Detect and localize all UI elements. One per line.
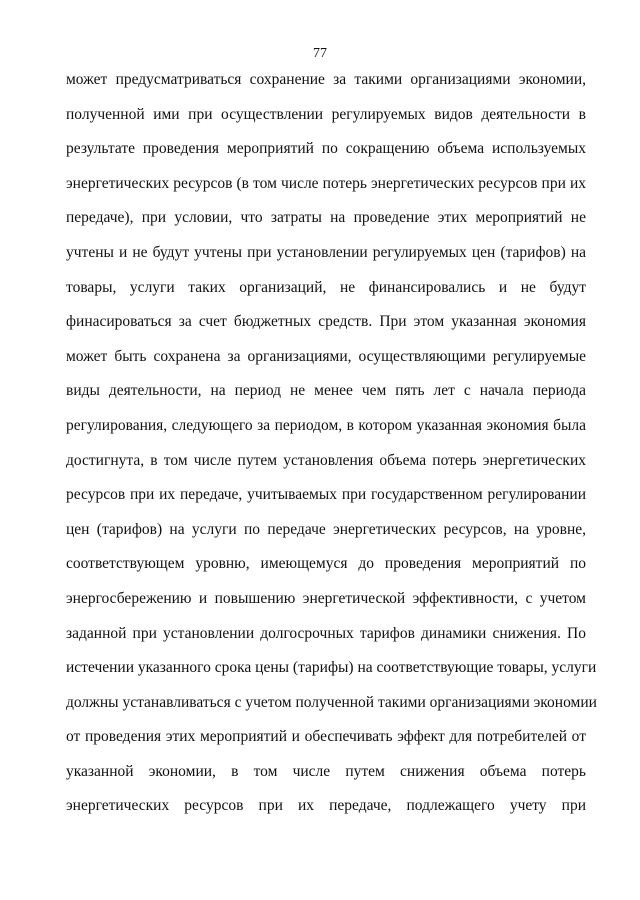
text-line: может предусматриваться сохранение за такими организациями экономии, xyxy=(66,71,586,88)
text-line: соответствующем уровню, имеющемуся до проведения мероприятий по xyxy=(66,555,586,573)
text-line: регулирования, следующего за периодом, в котором указанная экономия была xyxy=(66,416,586,434)
body-text xyxy=(66,70,597,831)
text-line: результате проведения мероприятий по сокращению объема используемых xyxy=(66,140,586,158)
text-line: товары, услуги таких организаций, не финансировались и не будут xyxy=(66,278,586,296)
text-line: истечении указанного срока цены (тарифы) на соответствующие товары, услуги xyxy=(66,659,597,677)
text-line: цен (тарифов) на услуги по передаче энергетических ресурсов, на уровне, xyxy=(66,520,586,538)
text-line: ресурсов при их передаче, учитываемых при государственном регулировании xyxy=(66,486,586,504)
text-line: финасироваться за счет бюджетных средств. При этом указанная экономия xyxy=(66,313,586,331)
text-line: передаче), при условии, что затраты на проведение этих мероприятий не xyxy=(66,209,586,227)
text-line: виды деятельности, на период не менее чем пять лет с начала периода xyxy=(66,382,586,400)
text-line: полученной ими при осуществлении регулируемых видов деятельности в xyxy=(66,105,586,123)
text-line: должны устанавливаться с учетом полученной такими организациями экономии xyxy=(66,693,597,711)
text-line: указанной экономии, в том числе путем снижения объема потерь xyxy=(66,762,586,780)
text-line: заданной при установлении долгосрочных тарифов динамики снижения. По xyxy=(66,624,586,642)
text-line: от проведения этих мероприятий и обеспечивать эффект для потребителей от xyxy=(66,728,586,746)
page-number: 77 xyxy=(313,46,327,61)
text-line: энергетических ресурсов (в том числе потерь энергетических ресурсов при их xyxy=(66,174,586,192)
text-line: может быть сохранена за организациями, осуществляющими регулируемые xyxy=(66,347,586,365)
text-line: энергетических ресурсов при их передаче, подлежащего учету при xyxy=(66,797,586,815)
text-line: достигнута, в том числе путем установления объема потерь энергетических xyxy=(66,451,586,469)
text-line: учтены и не будут учтены при установлении регулируемых цен (тарифов) на xyxy=(66,243,586,261)
text-line: энергосбережению и повышению энергетической эффективности, с учетом xyxy=(66,589,586,607)
